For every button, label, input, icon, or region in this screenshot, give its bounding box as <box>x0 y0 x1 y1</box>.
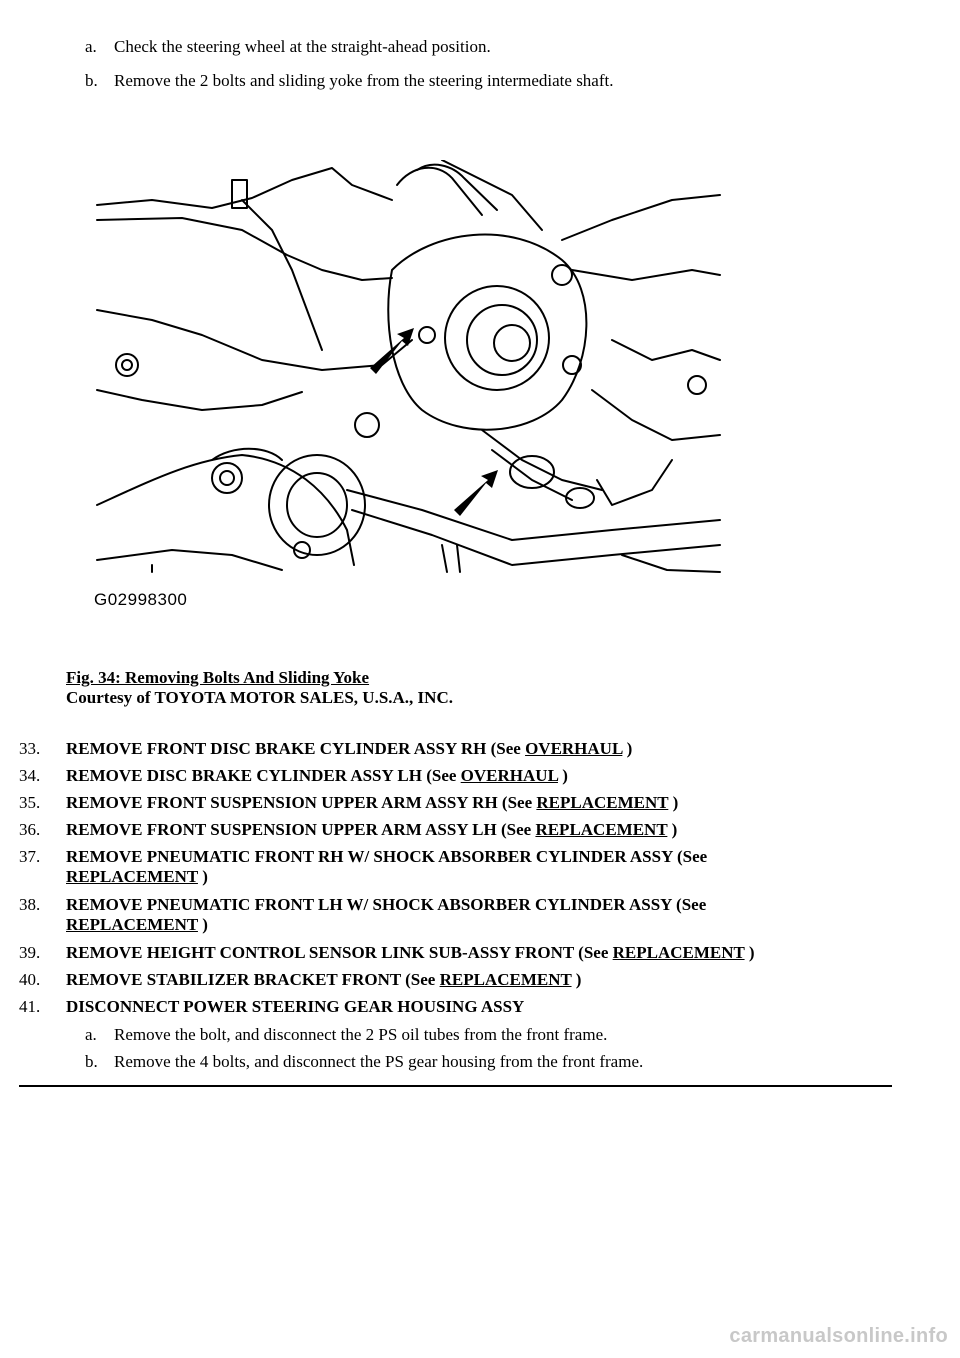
substep-letter: b. <box>85 1052 98 1071</box>
arrow-lower-bolt <box>454 470 498 516</box>
step-number: 41. <box>19 997 41 1016</box>
step-text: REMOVE FRONT SUSPENSION UPPER ARM ASSY LH (See <box>66 820 536 839</box>
substep-text: Check the steering wheel at the straight-ahead position. <box>114 37 491 56</box>
substep-b-remove-4-bolts <box>85 1052 643 1072</box>
overhaul-link[interactable]: OVERHAUL <box>460 766 558 785</box>
step-38 <box>19 895 706 915</box>
figure-courtesy: Courtesy of TOYOTA MOTOR SALES, U.S.A., INC. <box>66 688 453 707</box>
substep-a-remove-bolt <box>85 1025 607 1045</box>
replacement-link[interactable]: REPLACEMENT <box>536 793 669 812</box>
substep-letter: a. <box>85 1025 97 1044</box>
steering-shaft-drawing <box>92 160 722 620</box>
step-text-end: ) <box>622 739 633 758</box>
step-37 <box>19 847 707 867</box>
step-number: 40. <box>19 970 41 989</box>
step-39 <box>19 943 754 963</box>
step-41 <box>19 997 524 1017</box>
replacement-link[interactable]: REPLACEMENT <box>439 970 572 989</box>
horizontal-rule <box>19 1085 892 1087</box>
step-number: 34. <box>19 766 41 785</box>
step-text-end: ) <box>667 820 678 839</box>
step-text: REMOVE HEIGHT CONTROL SENSOR LINK SUB-ASSY FRONT (See <box>66 943 613 962</box>
step-text: REMOVE DISC BRAKE CYLINDER ASSY LH (See <box>66 766 461 785</box>
step-40 <box>19 970 581 990</box>
substep-letter: a. <box>85 37 97 56</box>
step-text: REMOVE FRONT DISC BRAKE CYLINDER ASSY RH (See <box>66 739 526 758</box>
replacement-link[interactable]: REPLACEMENT <box>66 915 198 934</box>
arrow-upper-bolt <box>370 328 414 374</box>
figure-caption <box>66 668 453 708</box>
substep-text: Remove the 2 bolts and sliding yoke from the steering intermediate shaft. <box>114 71 614 90</box>
step-text-end: ) <box>557 766 568 785</box>
replacement-link[interactable]: REPLACEMENT <box>535 820 668 839</box>
substep-text: Remove the bolt, and disconnect the 2 PS oil tubes from the front frame. <box>114 1025 608 1044</box>
step-35 <box>19 793 678 813</box>
step-37-continuation <box>66 867 208 887</box>
step-33 <box>19 739 632 759</box>
figure-illustration <box>92 160 722 620</box>
substep-a-check-wheel <box>85 37 491 57</box>
substep-b-remove-bolts <box>85 71 614 91</box>
step-36 <box>19 820 677 840</box>
step-number: 37. <box>19 847 41 866</box>
step-34 <box>19 766 568 786</box>
step-number: 36. <box>19 820 41 839</box>
step-text-end: ) <box>197 915 208 934</box>
overhaul-link[interactable]: OVERHAUL <box>525 739 623 758</box>
step-number: 38. <box>19 895 41 914</box>
step-38-continuation <box>66 915 208 935</box>
step-text: REMOVE PNEUMATIC FRONT RH W/ SHOCK ABSORBER CYLINDER ASSY (See <box>66 847 708 866</box>
figure-caption-title[interactable]: Fig. 34: Removing Bolts And Sliding Yoke <box>66 668 370 687</box>
step-text: REMOVE PNEUMATIC FRONT LH W/ SHOCK ABSORBER CYLINDER ASSY (See <box>66 895 707 914</box>
step-text-end: ) <box>744 943 755 962</box>
replacement-link[interactable]: REPLACEMENT <box>66 867 198 886</box>
step-number: 35. <box>19 793 41 812</box>
step-text-end: ) <box>197 867 208 886</box>
watermark: carmanualsonline.info <box>729 1325 948 1347</box>
step-text: DISCONNECT POWER STEERING GEAR HOUSING ASSY <box>66 997 525 1016</box>
substep-text: Remove the 4 bolts, and disconnect the PS gear housing from the front frame. <box>114 1052 644 1071</box>
step-text-end: ) <box>571 970 582 989</box>
replacement-link[interactable]: REPLACEMENT <box>612 943 745 962</box>
step-number: 39. <box>19 943 41 962</box>
step-text-end: ) <box>668 793 679 812</box>
substep-letter: b. <box>85 71 98 90</box>
figure-code: G02998300 <box>94 590 188 609</box>
step-number: 33. <box>19 739 41 758</box>
step-text: REMOVE STABILIZER BRACKET FRONT (See <box>66 970 440 989</box>
step-text: REMOVE FRONT SUSPENSION UPPER ARM ASSY RH (See <box>66 793 537 812</box>
